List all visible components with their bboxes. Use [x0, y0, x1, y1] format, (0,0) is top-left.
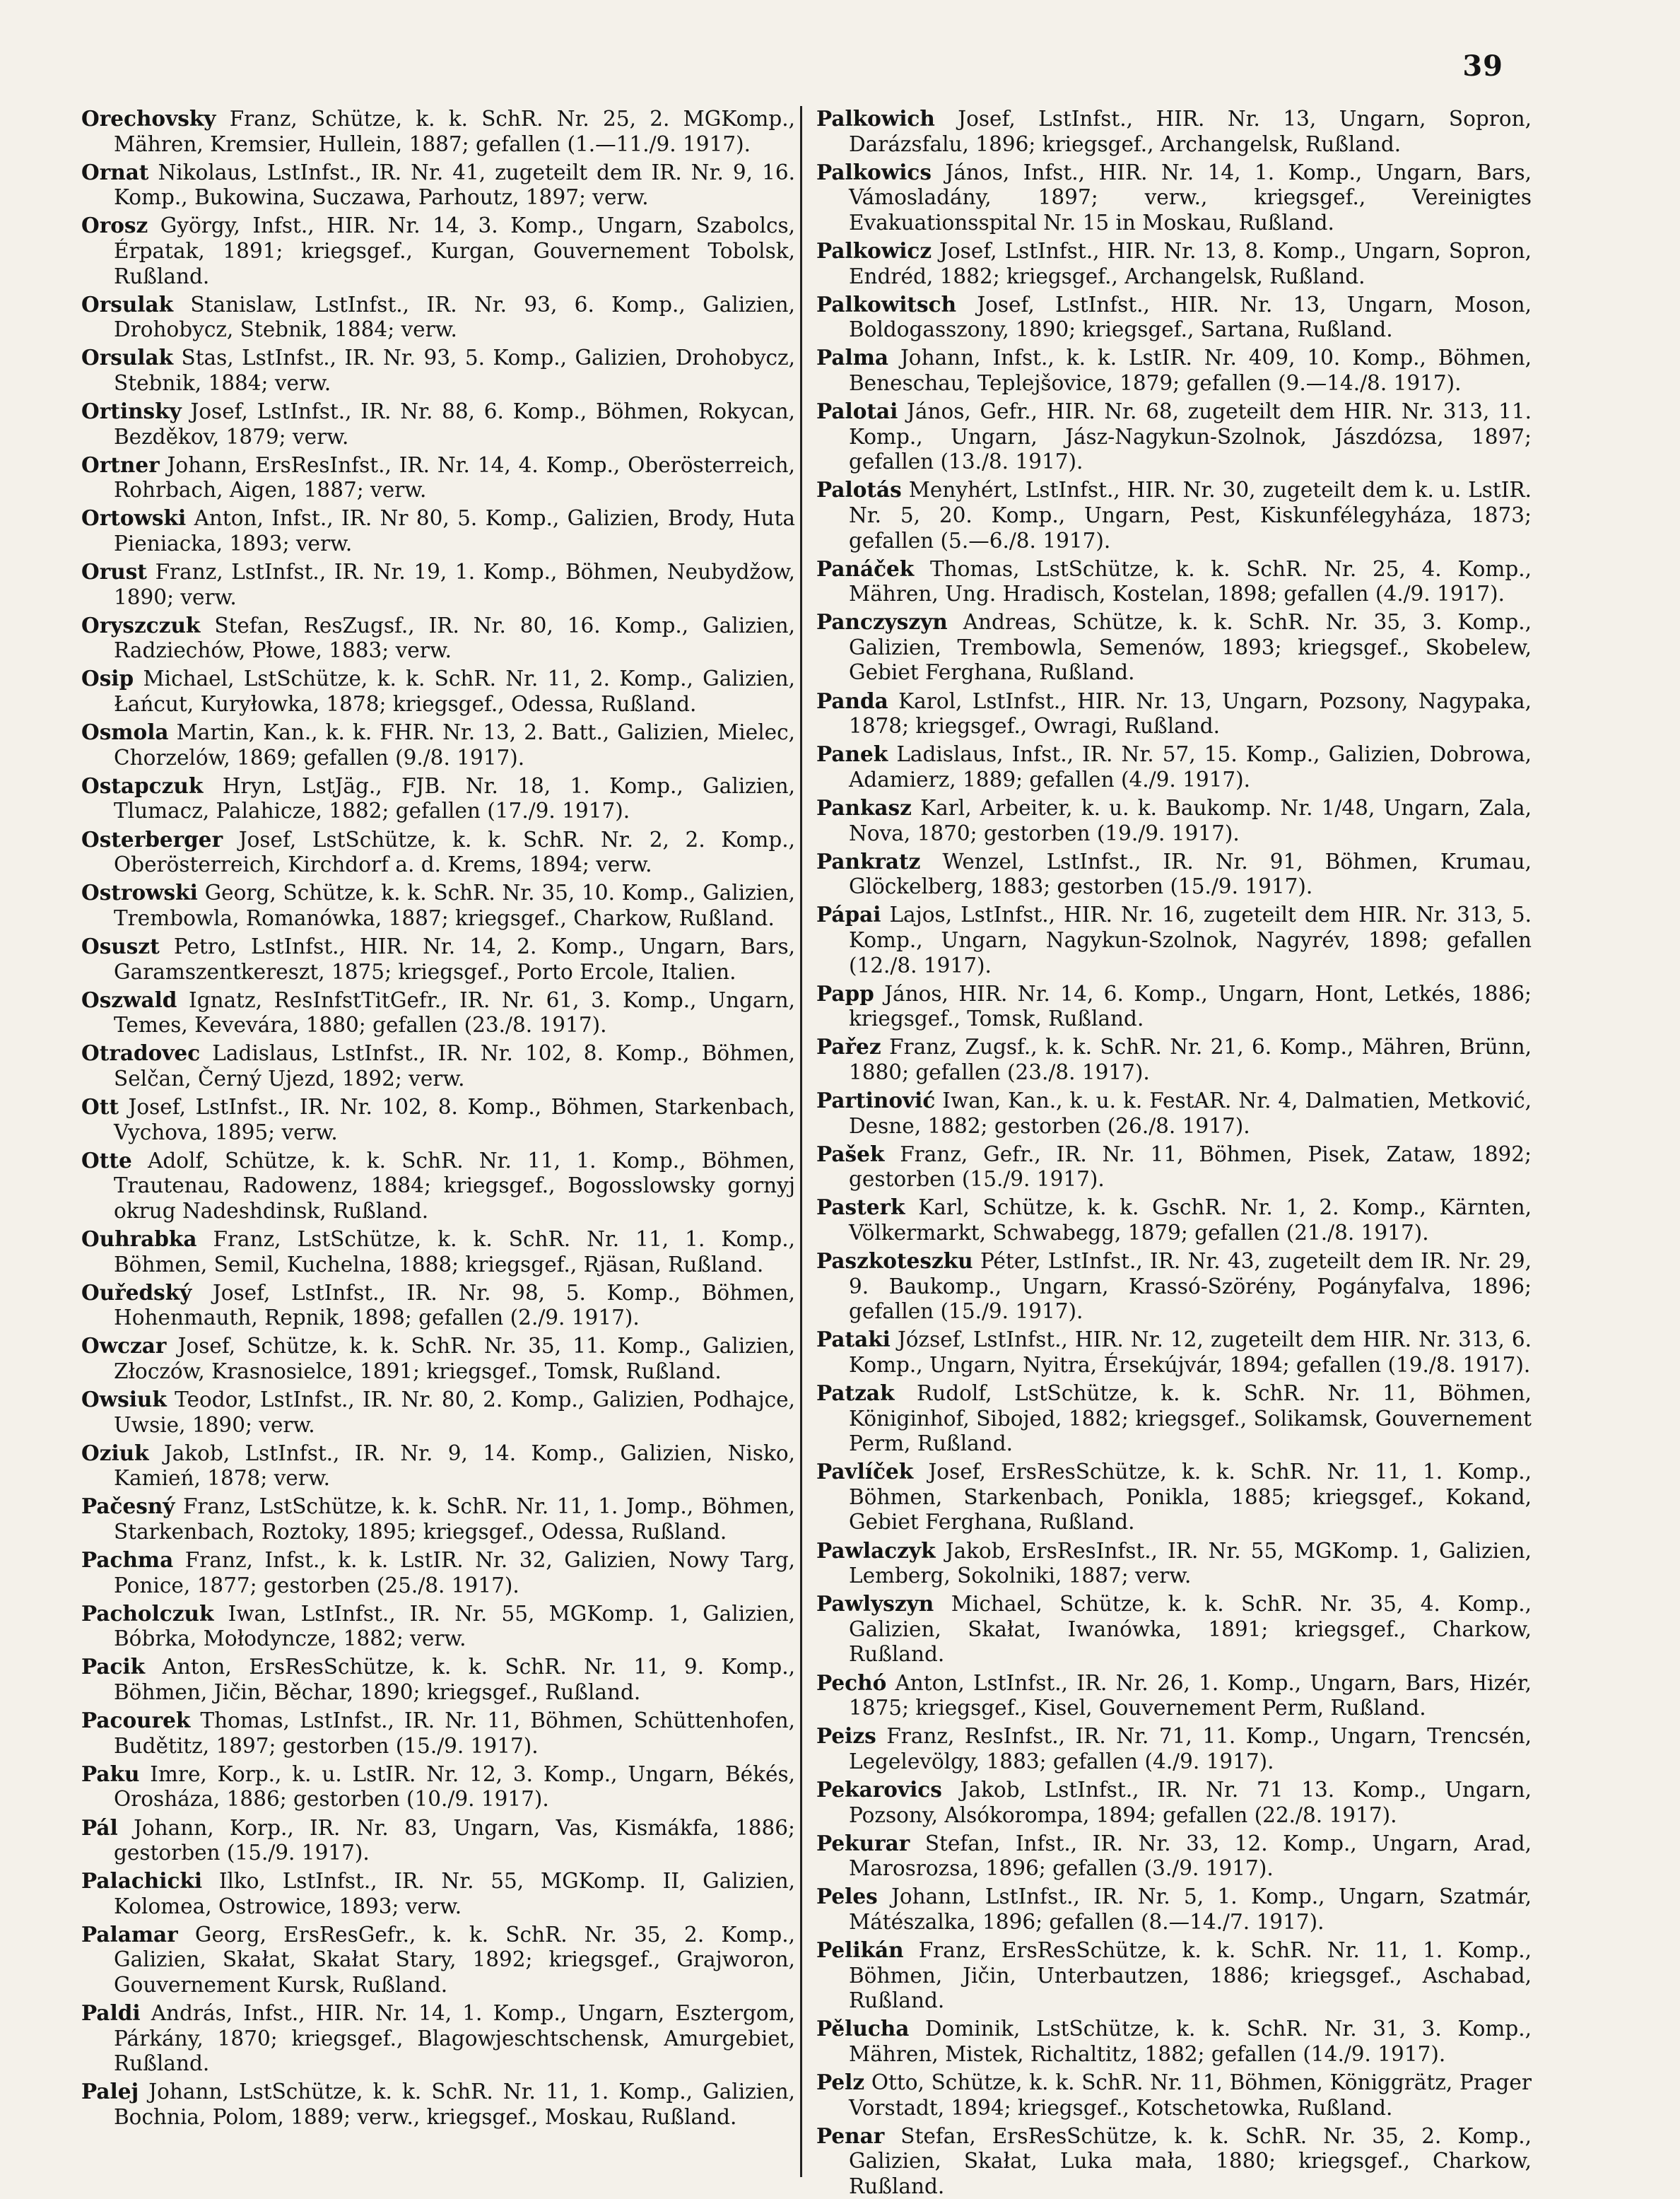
entry-surname: Oryszczuk [81, 612, 201, 638]
entry-details: Josef, LstInfst., HIR. Nr. 13, 8. Komp., Ungarn, Sopron, Endréd, 1882; kriegsgef., Archangelsk, Rußland. [849, 238, 1532, 288]
entry-surname: Osmola [81, 720, 169, 745]
register-entry [81, 1815, 795, 1866]
entry-details: Jakob, ErsResInfst., IR. Nr. 55, MGKomp. 1, Galizien, Lemberg, Sokolniki, 1887; verw. [849, 1538, 1532, 1588]
register-entry [81, 1441, 795, 1491]
entry-surname: Penar [816, 2123, 885, 2148]
register-entry [81, 987, 795, 1038]
entry-details: Johann, Korp., IR. Nr. 83, Ungarn, Vas, Kismákfa, 1886; gestorben (15./9. 1917). [114, 1815, 795, 1865]
entry-surname: Pankratz [816, 848, 921, 874]
entry-details: József, LstInfst., HIR. Nr. 12, zugeteilt dem HIR. Nr. 313, 6. Komp., Ungarn, Nyitra, Érsekújvár, 1894; gefallen (19./8. 1917). [849, 1327, 1532, 1377]
register-entry [816, 1327, 1532, 1378]
entry-surname: Peizs [816, 1723, 876, 1749]
register-entry [816, 292, 1532, 343]
entry-details: Michael, LstSchütze, k. k. SchR. Nr. 11, 2. Komp., Galizien, Łańcut, Kuryłowka, 1878; kriegsgef., Odessa, Rußland. [114, 667, 795, 717]
entry-surname: Pachma [81, 1547, 174, 1573]
register-entry [816, 1380, 1532, 1457]
register-entry [816, 556, 1532, 607]
entry-surname: Palamar [81, 1921, 178, 1947]
entry-details: Iwan, LstInfst., IR. Nr. 55, MGKomp. 1, Galizien, Bóbrka, Mołodyncze, 1882; verw. [114, 1601, 795, 1651]
register-entry [816, 1777, 1532, 1828]
entry-surname: Owsiuk [81, 1387, 167, 1412]
entry-details: Otto, Schütze, k. k. SchR. Nr. 11, Böhmen, Königgrätz, Prager Vorstadt, 1894; kriegsgef., Kotschetowka, Rußland. [849, 2070, 1532, 2120]
register-entry [81, 1387, 795, 1438]
entry-details: Anton, LstInfst., IR. Nr. 26, 1. Komp., Ungarn, Bars, Hizér, 1875; kriegsgef., Kisel, Gouvernement Perm, Rußland. [849, 1670, 1532, 1720]
register-entry [816, 1195, 1532, 1245]
entry-details: Lajos, LstInfst., HIR. Nr. 16, zugeteilt dem HIR. Nr. 313, 5. Komp., Ungarn, Nagykun-Szolnok, Nagyrév, 1898; gefallen (12./8. 1917). [849, 903, 1532, 978]
entry-details: Ilko, LstInfst., IR. Nr. 55, MGKomp. II, Galizien, Kolomea, Ostrowice, 1893; verw. [114, 1869, 795, 1918]
entry-details: Stefan, Infst., IR. Nr. 33, 12. Komp., Ungarn, Arad, Marosrozsa, 1896; gefallen (3./9. 1917). [849, 1831, 1532, 1881]
register-entry [81, 1094, 795, 1145]
entry-details: Jakob, LstInfst., IR. Nr. 71 13. Komp., Ungarn, Pozsony, Alsókorompa, 1894; gefallen (22./8. 1917). [849, 1777, 1532, 1827]
register-entry [81, 1708, 795, 1759]
entry-surname: Ortinsky [81, 399, 182, 424]
register-entry [816, 1248, 1532, 1325]
register-entry [816, 795, 1532, 846]
register-entry [816, 1937, 1532, 2014]
register-entry [81, 666, 795, 717]
register-entry [816, 1088, 1532, 1139]
register-entry [81, 720, 795, 770]
entry-details: Josef, LstInfst., IR. Nr. 102, 8. Komp., Böhmen, Starkenbach, Vychova, 1895; verw. [114, 1094, 795, 1144]
register-entry [81, 1040, 795, 1091]
entry-surname: Pacourek [81, 1708, 191, 1733]
entry-details: Nikolaus, LstInfst., IR. Nr. 41, zugeteilt dem IR. Nr. 9, 16. Komp., Bukowina, Suczawa, Parhoutz, 1897; verw. [114, 160, 795, 210]
entry-details: Jakob, LstInfst., IR. Nr. 9, 14. Komp., Galizien, Nisko, Kamień, 1878; verw. [114, 1441, 795, 1491]
register-entry [81, 106, 795, 157]
register-entry [816, 1884, 1532, 1935]
entry-surname: Pekurar [816, 1830, 910, 1855]
entry-details: Menyhért, LstInfst., HIR. Nr. 30, zugeteilt dem k. u. LstIR. Nr. 5, 20. Komp., Ungarn, Pest, Kiskunfélegyháza, 1873; gefallen (5.—6./8. 1917). [849, 478, 1532, 553]
entry-details: Ladislaus, Infst., IR. Nr. 57, 15. Komp., Galizien, Dobrowa, Adamierz, 1889; gefallen (4./9. 1917). [849, 742, 1532, 792]
entry-surname: Patzak [816, 1380, 895, 1405]
entry-details: Georg, ErsResGefr., k. k. SchR. Nr. 35, 2. Komp., Galizien, Skałat, Skałat Stary, 1892; kriegsgef., Grajworon, Gouvernement Kursk, Rußland. [114, 1922, 795, 1998]
left-column [81, 106, 795, 2170]
register-entry [816, 609, 1532, 686]
entry-surname: Pařez [816, 1034, 881, 1060]
register-entry [816, 981, 1532, 1032]
entry-details: Petro, LstInfst., HIR. Nr. 14, 2. Komp., Ungarn, Bars, Garamszentkereszt, 1875; kriegsgef., Porto Ercole, Italien. [114, 934, 795, 984]
register-entry [816, 1670, 1532, 1721]
entry-surname: Otte [81, 1147, 132, 1173]
register-entry [816, 2123, 1532, 2199]
page-number: 39 [1462, 49, 1503, 83]
entry-surname: Ott [81, 1093, 119, 1119]
register-entry [816, 1142, 1532, 1192]
entry-surname: Pasterk [816, 1195, 905, 1220]
entry-surname: Palkowich [816, 106, 935, 131]
entry-surname: Palkowicz [816, 238, 932, 263]
entry-surname: Pawlyszyn [816, 1591, 934, 1617]
register-entry [81, 1547, 795, 1598]
register-entry [816, 345, 1532, 396]
entry-surname: Orsulak [81, 345, 174, 370]
entry-surname: Pelikán [816, 1937, 904, 1962]
entry-surname: Panczyszyn [816, 609, 948, 635]
entry-details: János, Infst., HIR. Nr. 14, 1. Komp., Ungarn, Bars, Vámosladány, 1897; verw., kriegsgef., Vereinigtes Evakuationsspital Nr. 15 in Moskau, Rußland. [849, 160, 1532, 235]
entry-surname: Pašek [816, 1141, 885, 1166]
entry-surname: Peles [816, 1884, 878, 1909]
entry-surname: Orust [81, 559, 147, 585]
entry-surname: Pekarovics [816, 1776, 942, 1802]
entry-surname: Papp [816, 980, 874, 1006]
entry-surname: Pawlaczyk [816, 1537, 936, 1563]
entry-details: Franz, Gefr., IR. Nr. 11, Böhmen, Pisek, Zataw, 1892; gestorben (15./9. 1917). [849, 1142, 1532, 1192]
entry-surname: Palotai [816, 399, 898, 424]
register-entry [816, 849, 1532, 900]
entry-details: Georg, Schütze, k. k. SchR. Nr. 35, 10. Komp., Galizien, Trembowla, Romanówka, 1887; kriegsgef., Charkow, Rußland. [114, 881, 795, 930]
entry-details: Johann, LstSchütze, k. k. SchR. Nr. 11, 1. Komp., Galizien, Bochnia, Polom, 1889; verw., kriegsgef., Moskau, Rußland. [114, 2080, 795, 2130]
entry-details: Ignatz, ResInfstTitGefr., IR. Nr. 61, 3. Komp., Ungarn, Temes, Kevevára, 1880; gefallen (23./8. 1917). [114, 987, 795, 1038]
register-entry [81, 1494, 795, 1544]
entry-details: Hryn, LstJäg., FJB. Nr. 18, 1. Komp., Galizien, Tlumacz, Palahicze, 1882; gefallen (17./9. 1917). [114, 773, 795, 823]
entry-details: Franz, Schütze, k. k. SchR. Nr. 25, 2. MGKomp., Mähren, Kremsier, Hullein, 1887; gefallen (1.—11./9. 1917). [114, 107, 795, 156]
entry-details: Stefan, ErsResSchütze, k. k. SchR. Nr. 35, 2. Komp., Galizien, Skałat, Luka mała, 1880; kriegsgef., Charkow, Rußland. [849, 2123, 1532, 2198]
entry-details: Josef, Schütze, k. k. SchR. Nr. 35, 11. Komp., Galizien, Złoczów, Krasnosielce, 1891; kriegsgef., Tomsk, Rußland. [114, 1334, 795, 1383]
register-entry [81, 613, 795, 664]
register-entry [816, 477, 1532, 553]
register-entry [81, 1922, 795, 1998]
register-entry [81, 1761, 795, 1812]
entry-details: György, Infst., HIR. Nr. 14, 3. Komp., Ungarn, Szabolcs, Érpatak, 1891; kriegsgef., Kurgan, Gouvernement Tobolsk, Rußland. [114, 213, 795, 288]
entry-surname: Pacholczuk [81, 1600, 214, 1626]
entry-details: Franz, LstSchütze, k. k. SchR. Nr. 11, 1. Jomp., Böhmen, Starkenbach, Roztoky, 1895; kriegsgef., Odessa, Rußland. [114, 1494, 795, 1544]
entry-details: Franz, LstInfst., IR. Nr. 19, 1. Komp., Böhmen, Neubydžow, 1890; verw. [114, 560, 795, 609]
entry-surname: Pavlíček [816, 1459, 914, 1484]
register-entry [816, 1723, 1532, 1774]
register-entry [81, 399, 795, 450]
entry-surname: Palotás [816, 477, 902, 503]
entry-surname: Paku [81, 1761, 140, 1786]
register-entry [81, 773, 795, 824]
register-entry [816, 2070, 1532, 2121]
entry-details: Andreas, Schütze, k. k. SchR. Nr. 35, 3. Komp., Galizien, Trembowla, Semenów, 1893; kriegsgef., Skobelew, Gebiet Ferghana, Rußland. [849, 610, 1532, 685]
register-entry [816, 1831, 1532, 1882]
register-entry [81, 559, 795, 610]
entry-details: Anton, Infst., IR. Nr 80, 5. Komp., Galizien, Brody, Huta Pieniacka, 1893; verw. [114, 506, 795, 556]
register-entry [81, 827, 795, 878]
register-entry [81, 2000, 795, 2077]
entry-details: Adolf, Schütze, k. k. SchR. Nr. 11, 1. Komp., Böhmen, Trautenau, Radowenz, 1884; kriegsgef., Bogosslowsky gornyj okrug Nadeshdinsk, Rußland. [114, 1148, 795, 1223]
entry-surname: Pápai [816, 902, 881, 927]
entry-surname: Oszwald [81, 987, 177, 1012]
register-entry [816, 1591, 1532, 1667]
entry-details: Josef, LstInfst., HIR. Nr. 13, Ungarn, Moson, Boldogasszony, 1890; kriegsgef., Sartana, Rußland. [849, 292, 1532, 342]
register-entry [81, 1280, 795, 1331]
entry-details: Michael, Schütze, k. k. SchR. Nr. 35, 4. Komp., Galizien, Skałat, Iwanówka, 1891; kriegsgef., Charkow, Rußland. [849, 1592, 1532, 1667]
entry-surname: Panda [816, 688, 888, 713]
entry-surname: Palej [81, 2079, 139, 2104]
entry-details: Stefan, ResZugsf., IR. Nr. 80, 16. Komp., Galizien, Radziechów, Płowe, 1883; verw. [114, 613, 795, 663]
entry-details: Thomas, LstInfst., IR. Nr. 11, Böhmen, Schüttenhofen, Budětitz, 1897; gestorben (15./9. 1917). [114, 1708, 795, 1758]
register-entry [816, 1034, 1532, 1085]
entry-surname: Ostapczuk [81, 773, 204, 798]
register-entry [816, 238, 1532, 289]
entry-surname: Palkowitsch [816, 291, 957, 317]
entry-surname: Pataki [816, 1327, 891, 1352]
entry-surname: Ostrowski [81, 880, 198, 905]
entry-details: Karl, Arbeiter, k. u. k. Baukomp. Nr. 1/48, Ungarn, Zala, Nova, 1870; gestorben (19./9. 1917). [849, 795, 1532, 845]
register-entry [816, 160, 1532, 236]
register-entry [81, 1601, 795, 1652]
entry-surname: Ouředský [81, 1279, 192, 1305]
entry-details: Johann, LstInfst., IR. Nr. 5, 1. Komp., Ungarn, Szatmár, Mátészalka, 1896; gefallen (8.—14./7. 1917). [849, 1884, 1532, 1934]
column-divider [800, 106, 802, 2177]
register-entry [81, 213, 795, 289]
entry-surname: Pechó [816, 1670, 887, 1695]
entry-surname: Ornat [81, 159, 149, 184]
entry-surname: Orosz [81, 213, 148, 238]
right-column [816, 106, 1532, 2198]
register-entry [816, 399, 1532, 475]
entry-details: Martin, Kan., k. k. FHR. Nr. 13, 2. Batt., Galizien, Mielec, Chorzelów, 1869; gefallen (9./8. 1917). [114, 720, 795, 770]
register-entry [816, 688, 1532, 739]
entry-surname: Pelz [816, 2069, 865, 2094]
register-entry [81, 1148, 795, 1224]
entry-details: Stas, LstInfst., IR. Nr. 93, 5. Komp., Galizien, Drohobycz, Stebnik, 1884; verw. [114, 346, 795, 395]
entry-details: Karl, Schütze, k. k. GschR. Nr. 1, 2. Komp., Kärnten, Völkermarkt, Schwabegg, 1879; gefallen (21./8. 1917). [849, 1195, 1532, 1245]
register-entry [81, 934, 795, 985]
register-entry [81, 1868, 795, 1919]
entry-surname: Ouhrabka [81, 1226, 197, 1251]
entry-surname: Orechovsky [81, 106, 216, 131]
entry-details: Franz, ResInfst., IR. Nr. 71, 11. Komp., Ungarn, Trencsén, Legelevölgy, 1883; gefallen (4./9. 1917). [849, 1724, 1532, 1773]
register-entry [816, 1538, 1532, 1589]
register-entry [816, 902, 1532, 978]
entry-details: Thomas, LstSchütze, k. k. SchR. Nr. 25, 4. Komp., Mähren, Ung. Hradisch, Kostelan, 1898; gefallen (4./9. 1917). [849, 556, 1532, 606]
entry-details: Josef, LstInfst., IR. Nr. 98, 5. Komp., Böhmen, Hohenmauth, Repnik, 1898; gefallen (2./9. 1917). [114, 1280, 795, 1330]
entry-surname: Oziuk [81, 1440, 149, 1465]
register-entry [81, 880, 795, 931]
entry-surname: Ortner [81, 452, 160, 477]
entry-details: Franz, ErsResSchütze, k. k. SchR. Nr. 11, 1. Komp., Böhmen, Jičin, Unterbautzen, 1886; kriegsgef., Aschabad, Rußland. [849, 1937, 1532, 2013]
entry-surname: Panáček [816, 556, 915, 581]
entry-surname: Palachicki [81, 1868, 203, 1894]
entry-details: János, Gefr., HIR. Nr. 68, zugeteilt dem HIR. Nr. 313, 11. Komp., Ungarn, Jász-Nagykun-Szolnok, Jászdózsa, 1897; gefallen (13./8. 1917). [849, 399, 1532, 474]
entry-surname: Otradovec [81, 1040, 201, 1066]
entry-details: Anton, ErsResSchütze, k. k. SchR. Nr. 11, 9. Komp., Böhmen, Jičin, Běchar, 1890; kriegsgef., Rußland. [114, 1655, 795, 1705]
register-entry [81, 1226, 795, 1277]
register-entry [816, 741, 1532, 792]
entry-surname: Osip [81, 666, 134, 691]
entry-details: Teodor, LstInfst., IR. Nr. 80, 2. Komp., Galizien, Podhajce, Uwsie, 1890; verw. [114, 1388, 795, 1437]
entry-details: Iwan, Kan., k. u. k. FestAR. Nr. 4, Dalmatien, Metković, Desne, 1882; gestorben (26./8. 1917). [849, 1088, 1532, 1138]
entry-surname: Paldi [81, 2000, 141, 2026]
entry-details: András, Infst., HIR. Nr. 14, 1. Komp., Ungarn, Esztergom, Párkány, 1870; kriegsgef., Blagowjeschtschensk, Amurgebiet, Rußland. [114, 2001, 795, 2076]
entry-surname: Owczar [81, 1333, 167, 1359]
register-entry [81, 160, 795, 211]
register-entry [81, 1333, 795, 1384]
entry-surname: Orsulak [81, 291, 174, 317]
entry-details: Wenzel, LstInfst., IR. Nr. 91, Böhmen, Krumau, Glöckelberg, 1883; gestorben (15./9. 1917). [849, 849, 1532, 899]
entry-surname: Ortowski [81, 505, 187, 531]
entry-surname: Osuszt [81, 933, 160, 958]
entry-details: János, HIR. Nr. 14, 6. Komp., Ungarn, Hont, Letkés, 1886; kriegsgef., Tomsk, Rußland. [849, 981, 1532, 1031]
register-entry [81, 2079, 795, 2130]
register-entry [81, 345, 795, 396]
entry-details: Franz, Infst., k. k. LstIR. Nr. 32, Galizien, Nowy Targ, Ponice, 1877; gestorben (25./8. 1917). [114, 1548, 795, 1597]
entry-details: Ladislaus, LstInfst., IR. Nr. 102, 8. Komp., Böhmen, Selčan, Černý Ujezd, 1892; verw. [114, 1041, 795, 1091]
entry-surname: Paszkoteszku [816, 1248, 973, 1274]
entry-surname: Pankasz [816, 794, 912, 820]
register-entry [81, 505, 795, 556]
entry-details: Josef, LstSchütze, k. k. SchR. Nr. 2, 2. Komp., Oberösterreich, Kirchdorf a. d. Krems, 1894; verw. [114, 827, 795, 877]
register-entry [816, 1459, 1532, 1535]
entry-surname: Palkowics [816, 159, 932, 184]
entry-details: Franz, LstSchütze, k. k. SchR. Nr. 11, 1. Komp., Böhmen, Semil, Kuchelna, 1888; kriegsgef., Rjäsan, Rußland. [114, 1226, 795, 1277]
entry-surname: Pělucha [816, 2016, 910, 2041]
entry-surname: Panek [816, 741, 888, 767]
entry-details: Johann, ErsResInfst., IR. Nr. 14, 4. Komp., Oberösterreich, Rohrbach, Aigen, 1887; verw. [114, 452, 795, 503]
entry-details: Imre, Korp., k. u. LstIR. Nr. 12, 3. Komp., Ungarn, Békés, Orosháza, 1886; gestorben (10./9. 1917). [114, 1761, 795, 1812]
entry-surname: Pál [81, 1814, 118, 1840]
entry-details: Rudolf, LstSchütze, k. k. SchR. Nr. 11, Böhmen, Königinhof, Sibojed, 1882; kriegsgef., Solikamsk, Gouvernement Perm, Rußland. [849, 1381, 1532, 1456]
entry-details: Josef, LstInfst., HIR. Nr. 13, Ungarn, Sopron, Darázsfalu, 1896; kriegsgef., Archangelsk, Rußland. [849, 107, 1532, 156]
entry-surname: Partinović [816, 1087, 936, 1113]
entry-details: Stanislaw, LstInfst., IR. Nr. 93, 6. Komp., Galizien, Drohobycz, Stebnik, 1884; verw. [114, 292, 795, 342]
register-entry [816, 106, 1532, 157]
entry-surname: Palma [816, 345, 889, 370]
entry-surname: Osterberger [81, 826, 223, 852]
register-entry [81, 1654, 795, 1705]
entry-details: Josef, LstInfst., IR. Nr. 88, 6. Komp., Böhmen, Rokycan, Bezděkov, 1879; verw. [114, 399, 795, 449]
entry-details: Franz, Zugsf., k. k. SchR. Nr. 21, 6. Komp., Mähren, Brünn, 1880; gefallen (23./8. 1917). [849, 1035, 1532, 1084]
register-entry [816, 2016, 1532, 2067]
entry-surname: Pačesný [81, 1494, 175, 1519]
entry-details: Josef, ErsResSchütze, k. k. SchR. Nr. 11, 1. Komp., Böhmen, Starkenbach, Ponikla, 1885; kriegsgef., Kokand, Gebiet Ferghana, Rußland. [849, 1460, 1532, 1535]
entry-details: Karol, LstInfst., HIR. Nr. 13, Ungarn, Pozsony, Nagypaka, 1878; kriegsgef., Owragi, Rußland. [849, 688, 1532, 739]
entry-details: Johann, Infst., k. k. LstIR. Nr. 409, 10. Komp., Böhmen, Beneschau, Teplejšovice, 1879; gefallen (9.—14./8. 1917). [849, 346, 1532, 395]
register-entry [81, 452, 795, 503]
entry-details: Péter, LstInfst., IR. Nr. 43, zugeteilt dem IR. Nr. 29, 9. Baukomp., Ungarn, Krassó-Szörény, Pogányfalva, 1896; gefallen (15./9. 1917). [849, 1249, 1532, 1324]
entry-details: Dominik, LstSchütze, k. k. SchR. Nr. 31, 3. Komp., Mähren, Mistek, Richaltitz, 1882; gefallen (14./9. 1917). [849, 2017, 1532, 2066]
entry-surname: Pacik [81, 1654, 146, 1679]
register-entry [81, 292, 795, 343]
